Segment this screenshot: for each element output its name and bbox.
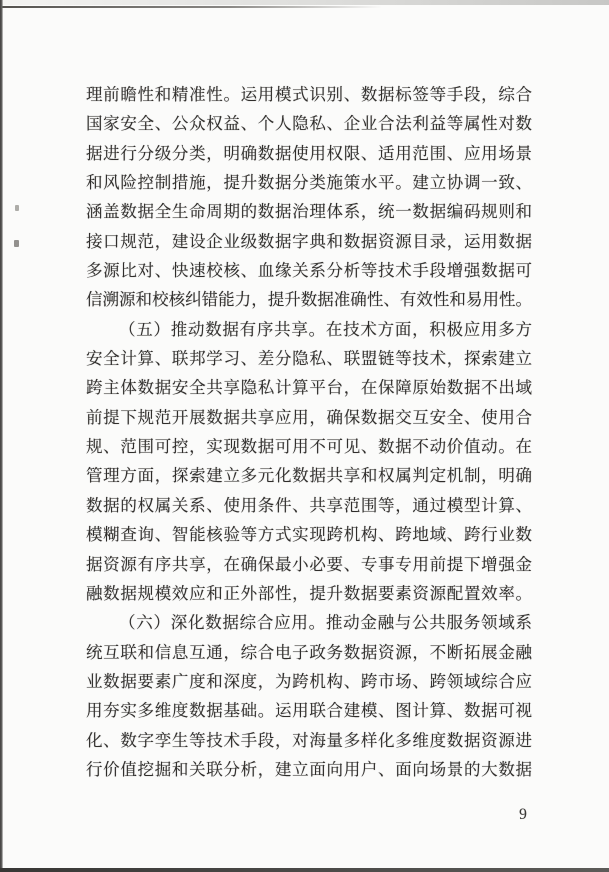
- text-line: 信溯源和校核纠错能力，提升数据准确性、有效性和易用性。: [86, 290, 532, 310]
- document-page-text: [86, 80, 532, 784]
- scan-edge-bottom: [0, 868, 609, 872]
- scan-edge-left: [0, 0, 3, 872]
- text-line: 规、范围可控，实现数据可用不可见、数据不动价值动。在: [86, 437, 532, 457]
- text-line: 据进行分级分类，明确数据使用权限、适用范围、应用场景: [86, 143, 532, 163]
- text-line: 多源比对、快速校核、血缘关系分析等技术手段增强数据可: [86, 261, 532, 281]
- scan-speck: [14, 240, 19, 247]
- text-line: 和风险控制措施，提升数据分类施策水平。建立协调一致、: [86, 173, 532, 193]
- paragraph-continuation: [86, 80, 532, 315]
- text-line: 融数据规模效应和正外部性，提升数据要素资源配置效率。: [86, 583, 532, 603]
- text-line: 跨主体数据安全共享隐私计算平台，在保障原始数据不出域: [86, 378, 532, 398]
- text-line: 前提下规范开展数据共享应用，确保数据交互安全、使用合: [86, 407, 532, 427]
- page-number: 9: [519, 806, 527, 823]
- text-line: 业数据要素广度和深度，为跨机构、跨市场、跨领域综合应: [86, 671, 532, 691]
- text-line: 理前瞻性和精准性。运用模式识别、数据标签等手段，综合: [86, 85, 532, 104]
- text-line: 安全计算、联邦学习、差分隐私、联盟链等技术，探索建立: [86, 349, 532, 369]
- text-line-section-heading: （五）推动数据有序共享。在技术方面，积极应用多方: [119, 319, 532, 339]
- text-line: 管理方面，探索建立多元化数据共享和权属判定机制，明确: [86, 466, 532, 486]
- scan-edge-top-line: [2, 6, 382, 8]
- text-line: 统互联和信息互通，综合电子政务数据资源，不断拓展金融: [86, 642, 532, 662]
- paragraph-section-6: [86, 608, 532, 784]
- scan-speck: [15, 205, 19, 211]
- text-line: 数据的权属关系、使用条件、共享范围等，通过模型计算、: [86, 495, 532, 515]
- text-line: 用夯实多维度数据基础。运用联合建模、图计算、数据可视: [86, 701, 532, 721]
- text-line: 涵盖数据全生命周期的数据治理体系，统一数据编码规则和: [86, 202, 532, 222]
- text-line: 模糊查询、智能核验等方式实现跨机构、跨地域、跨行业数: [86, 525, 532, 545]
- paragraph-section-5: [86, 315, 532, 608]
- text-line: 行价值挖掘和关联分析，建立面向用户、面向场景的大数据: [86, 759, 532, 779]
- text-line: 化、数字孪生等技术手段，对海量多样化多维度数据资源进: [86, 730, 532, 750]
- text-line: 据资源有序共享，在确保最小必要、专事专用前提下增强金: [86, 554, 532, 574]
- text-line: 接口规范，建设企业级数据字典和数据资源目录，运用数据: [86, 231, 532, 251]
- text-line-section-heading: （六）深化数据综合应用。推动金融与公共服务领域系: [119, 613, 532, 633]
- scan-edge-top: [0, 0, 609, 5]
- text-line: 国家安全、公众权益、个人隐私、企业合法利益等属性对数: [86, 114, 532, 134]
